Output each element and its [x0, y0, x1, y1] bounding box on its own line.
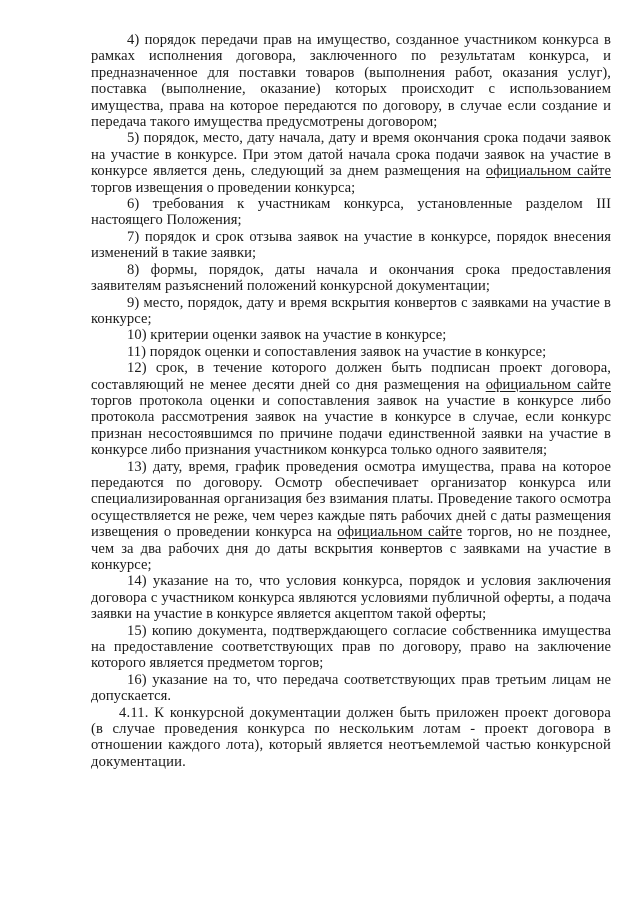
paragraph-text: 10) критерии оценки заявок на участие в конкурсе; — [127, 327, 447, 344]
paragraph-text: 15) копию документа, подтверждающего согласие собственника имущества на предоставление соответствующих прав по договору, право на заключение которого является предметом торгов; — [91, 622, 611, 672]
list-item-paragraph — [91, 32, 611, 130]
official-site-link[interactable]: официальном сайте — [337, 524, 463, 541]
paragraph-text: 9) место, порядок, дату и время вскрытия конвертов с заявками на участие в конкурсе; — [91, 294, 611, 327]
paragraph-text: 16) указание на то, что передача соответствующих прав третьим лицам не допускается. — [91, 671, 611, 705]
list-item-paragraph — [91, 672, 611, 705]
paragraph-text: 4.11. К конкурсной документации должен быть приложен проект договора (в случае проведения конкурса по нескольким лотам - проект договора в отношении каждого лота), который является неотъемлемой частью конкурсной документации. — [91, 704, 611, 770]
list-item-paragraph — [91, 623, 611, 672]
official-site-link[interactable]: официальном сайте — [485, 163, 612, 180]
paragraph-text: 4) порядок передачи прав на имущество, созданное участником конкурса в рамках исполнения договора, заключенного по результатам конкурса, и предназначенное для поставки товаров (выполнения работ, оказания услуг), поставка (выполнение, оказание) которых происходит с использованием имущества, права на которое передаются по договору, в случае если создание и передача такого имущества предусмотрены договором; — [91, 32, 611, 131]
paragraph-text: торгов, но не позднее, чем за два рабочих дня до даты вскрытия конвертов с заявками на участие в конкурсе; — [91, 524, 611, 573]
document-body — [91, 32, 611, 770]
list-item-paragraph — [91, 573, 611, 622]
list-item-paragraph — [91, 344, 611, 360]
list-item-paragraph — [91, 360, 611, 458]
paragraph-text: торгов извещения о проведении конкурса; — [91, 179, 356, 196]
list-item-paragraph — [91, 262, 611, 295]
paragraph-text: 11) порядок оценки и сопоставления заявок на участие в конкурсе; — [127, 343, 547, 360]
list-item-paragraph — [91, 295, 611, 328]
paragraph-text: торгов протокола оценки и сопоставления заявок на участие в конкурсе либо протокола рассмотрения заявок на участие в конкурсе в случае, если конкурс признан несостоявшимся по причине подачи единственной заявки на участие в конкурсе либо признания участником конкурса только одного заявителя; — [91, 392, 611, 459]
list-item-paragraph — [91, 459, 611, 574]
section-paragraph — [91, 705, 611, 771]
list-item-paragraph — [91, 130, 611, 196]
list-item-paragraph — [91, 327, 611, 343]
official-site-link[interactable]: официальном сайте — [485, 376, 611, 393]
paragraph-text: 14) указание на то, что условия конкурса, порядок и условия заключения договора с участником конкурса являются условиями публичной оферты, а подача заявки на участие в конкурсе является акцептом такой оферты; — [91, 573, 611, 623]
list-item-paragraph — [91, 196, 611, 229]
paragraph-text: 13) дату, время, график проведения осмотра имущества, права на которое передаются по договору. Осмотр обеспечивает организатор конкурса или специализированная организация без взимания платы. Проведение такого осмотра осуществляется не реже, чем через каждые пять рабочих дней с даты размещения извещения о проведении конкурса на — [91, 458, 611, 541]
list-item-paragraph — [91, 229, 611, 262]
paragraph-text: 8) формы, порядок, даты начала и окончания срока предоставления заявителям разъяснений положений конкурсной документации; — [91, 261, 611, 295]
paragraph-text: 6) требования к участникам конкурса, установленные разделом III настоящего Положения; — [91, 196, 611, 229]
paragraph-text: 12) срок, в течение которого должен быть подписан проект договора, составляющий не менее десяти дней со дня размещения на — [91, 360, 611, 393]
paragraph-text: 7) порядок и срок отзыва заявок на участие в конкурсе, порядок внесения изменений в такие заявки; — [91, 228, 611, 262]
paragraph-text: 5) порядок, место, дату начала, дату и время окончания срока подачи заявок на участие в конкурсе. При этом датой начала срока подачи заявок на участие в конкурсе является день, следующий за днем размещения на — [91, 130, 611, 180]
